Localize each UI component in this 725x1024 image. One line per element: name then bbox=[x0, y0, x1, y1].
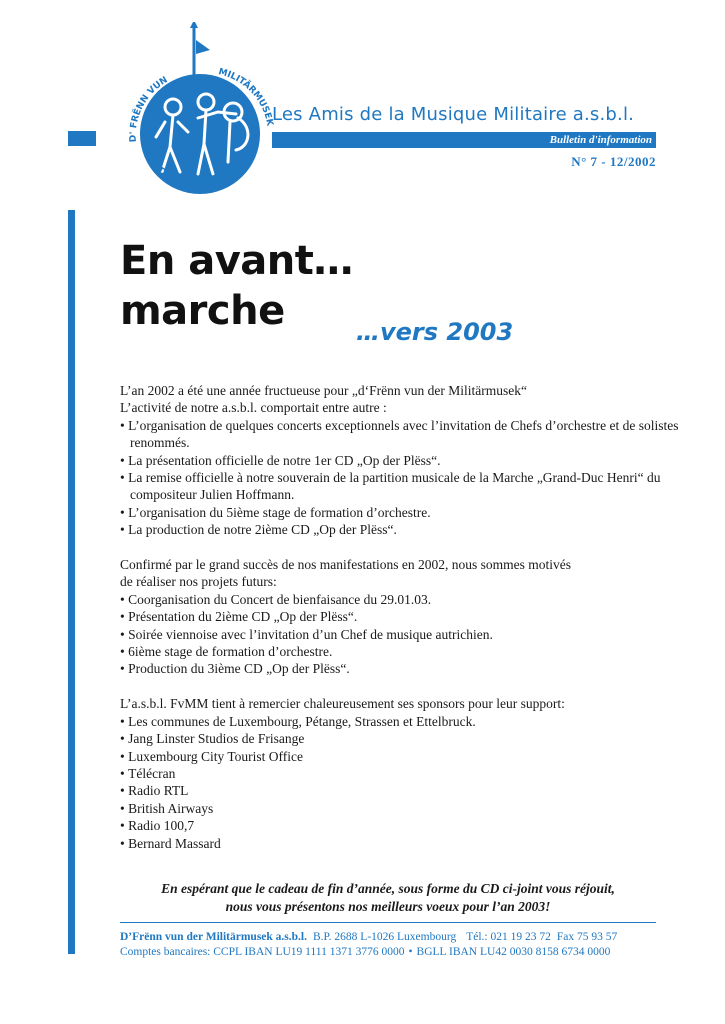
svg-text:DER MILITÄRMUSEK: DER MILITÄRMUSEK bbox=[156, 155, 252, 187]
headline-line2: marche bbox=[120, 288, 285, 334]
headline bbox=[120, 236, 353, 336]
section-sponsors bbox=[120, 695, 680, 852]
svg-text:MILITÄRMUSEK: MILITÄRMUSEK bbox=[217, 67, 275, 127]
headline-line1: En avant… bbox=[120, 238, 353, 284]
bulletin-label: Bulletin d'information bbox=[549, 134, 652, 146]
list-item: • Radio RTL bbox=[120, 782, 680, 799]
issue-number: N° 7 - 12/2002 bbox=[571, 154, 656, 169]
list-item: • Télécran bbox=[120, 765, 680, 782]
paragraph: L’an 2002 a été une année fructueuse pour „d‘Frënn vun der Militärmusek“ bbox=[120, 383, 527, 398]
footer-contact-line bbox=[120, 930, 656, 945]
header-tab-accent bbox=[68, 131, 96, 146]
logo bbox=[118, 22, 288, 202]
list-item: • Coorganisation du Concert de bienfaisance du 29.01.03. bbox=[120, 591, 680, 608]
bullet-list bbox=[120, 417, 680, 539]
bullet-list bbox=[120, 713, 680, 852]
paragraph: L’activité de notre a.s.b.l. comportait entre autre : bbox=[120, 400, 387, 416]
footer-bank-2: BGLL IBAN LU42 0030 8158 6734 0000 bbox=[416, 946, 611, 958]
paragraph: Confirmé par le grand succès de nos manifestations en 2002, nous sommes motivés bbox=[120, 557, 572, 573]
list-item: • Radio 100,7 bbox=[120, 817, 680, 834]
list-item: • 6ième stage de formation d’orchestre. bbox=[120, 643, 680, 660]
list-item: • British Airways bbox=[120, 800, 680, 817]
svg-text:D' FRËNN VUN: D' FRËNN VUN bbox=[128, 75, 170, 143]
logo-emblem bbox=[118, 22, 288, 202]
list-item: • Soirée viennoise avec l’invitation d’un Chef de musique autrichien. bbox=[120, 626, 680, 643]
subheadline: …vers 2003 bbox=[356, 318, 514, 346]
paragraph: L’a.s.b.l. FvMM tient à remercier chaleureusement ses sponsors pour leur support: bbox=[120, 696, 565, 712]
footer-fax: Fax 75 93 57 bbox=[556, 931, 618, 943]
list-item: • L’organisation de quelques concerts exceptionnels avec l’invitation de Chefs d’orchestre et de solistes renommés. bbox=[120, 417, 680, 452]
bullet-list bbox=[120, 591, 680, 678]
closing-line1: En espérant que le cadeau de fin d’année, sous forme du CD ci-joint vous réjouit, bbox=[161, 881, 615, 896]
footer-phone: Tél.: 021 19 23 72 bbox=[466, 931, 551, 943]
org-name: Les Amis de la Musique Militaire a.s.b.l. bbox=[272, 104, 635, 125]
paragraph: de réaliser nos projets futurs: bbox=[120, 574, 277, 590]
side-accent-bar bbox=[68, 210, 75, 954]
list-item: • Luxembourg City Tourist Office bbox=[120, 748, 680, 765]
footer bbox=[120, 930, 656, 960]
article-body bbox=[120, 382, 680, 852]
footer-address: B.P. 2688 L-1026 Luxembourg bbox=[313, 931, 457, 943]
footer-bank-line bbox=[120, 945, 656, 960]
closing-message bbox=[120, 880, 656, 916]
list-item: • Les communes de Luxembourg, Pétange, Strassen et Ettelbruck. bbox=[120, 713, 680, 730]
list-item: • Jang Linster Studios de Frisange bbox=[120, 730, 680, 747]
list-item: • La production de notre 2ième CD „Op der Plëss“. bbox=[120, 521, 680, 538]
footer-divider bbox=[120, 922, 656, 923]
list-item: • Présentation du 2ième CD „Op der Plëss“. bbox=[120, 608, 680, 625]
section-plans bbox=[120, 556, 680, 678]
footer-org: D’Frënn vun der Militärmusek a.s.b.l. bbox=[120, 931, 307, 943]
footer-separator: • bbox=[408, 946, 413, 958]
list-item: • Production du 3ième CD „Op der Plëss“. bbox=[120, 660, 680, 677]
bulletin-bar bbox=[272, 132, 656, 148]
list-item: • Bernard Massard bbox=[120, 835, 680, 852]
section-review bbox=[120, 382, 680, 539]
footer-bank-1: Comptes bancaires: CCPL IBAN LU19 1111 1371 3776 0000 bbox=[120, 946, 405, 958]
closing-line2: nous vous présentons nos meilleurs voeux pour l’an 2003! bbox=[225, 899, 551, 914]
list-item: • La remise officielle à notre souverain de la partition musicale de la Marche „Grand-Duc Henri“ du compositeur Julien Hoffmann. bbox=[120, 469, 680, 504]
list-item: • La présentation officielle de notre 1er CD „Op der Plëss“. bbox=[120, 452, 680, 469]
list-item: • L’organisation du 5ième stage de formation d’orchestre. bbox=[120, 504, 680, 521]
